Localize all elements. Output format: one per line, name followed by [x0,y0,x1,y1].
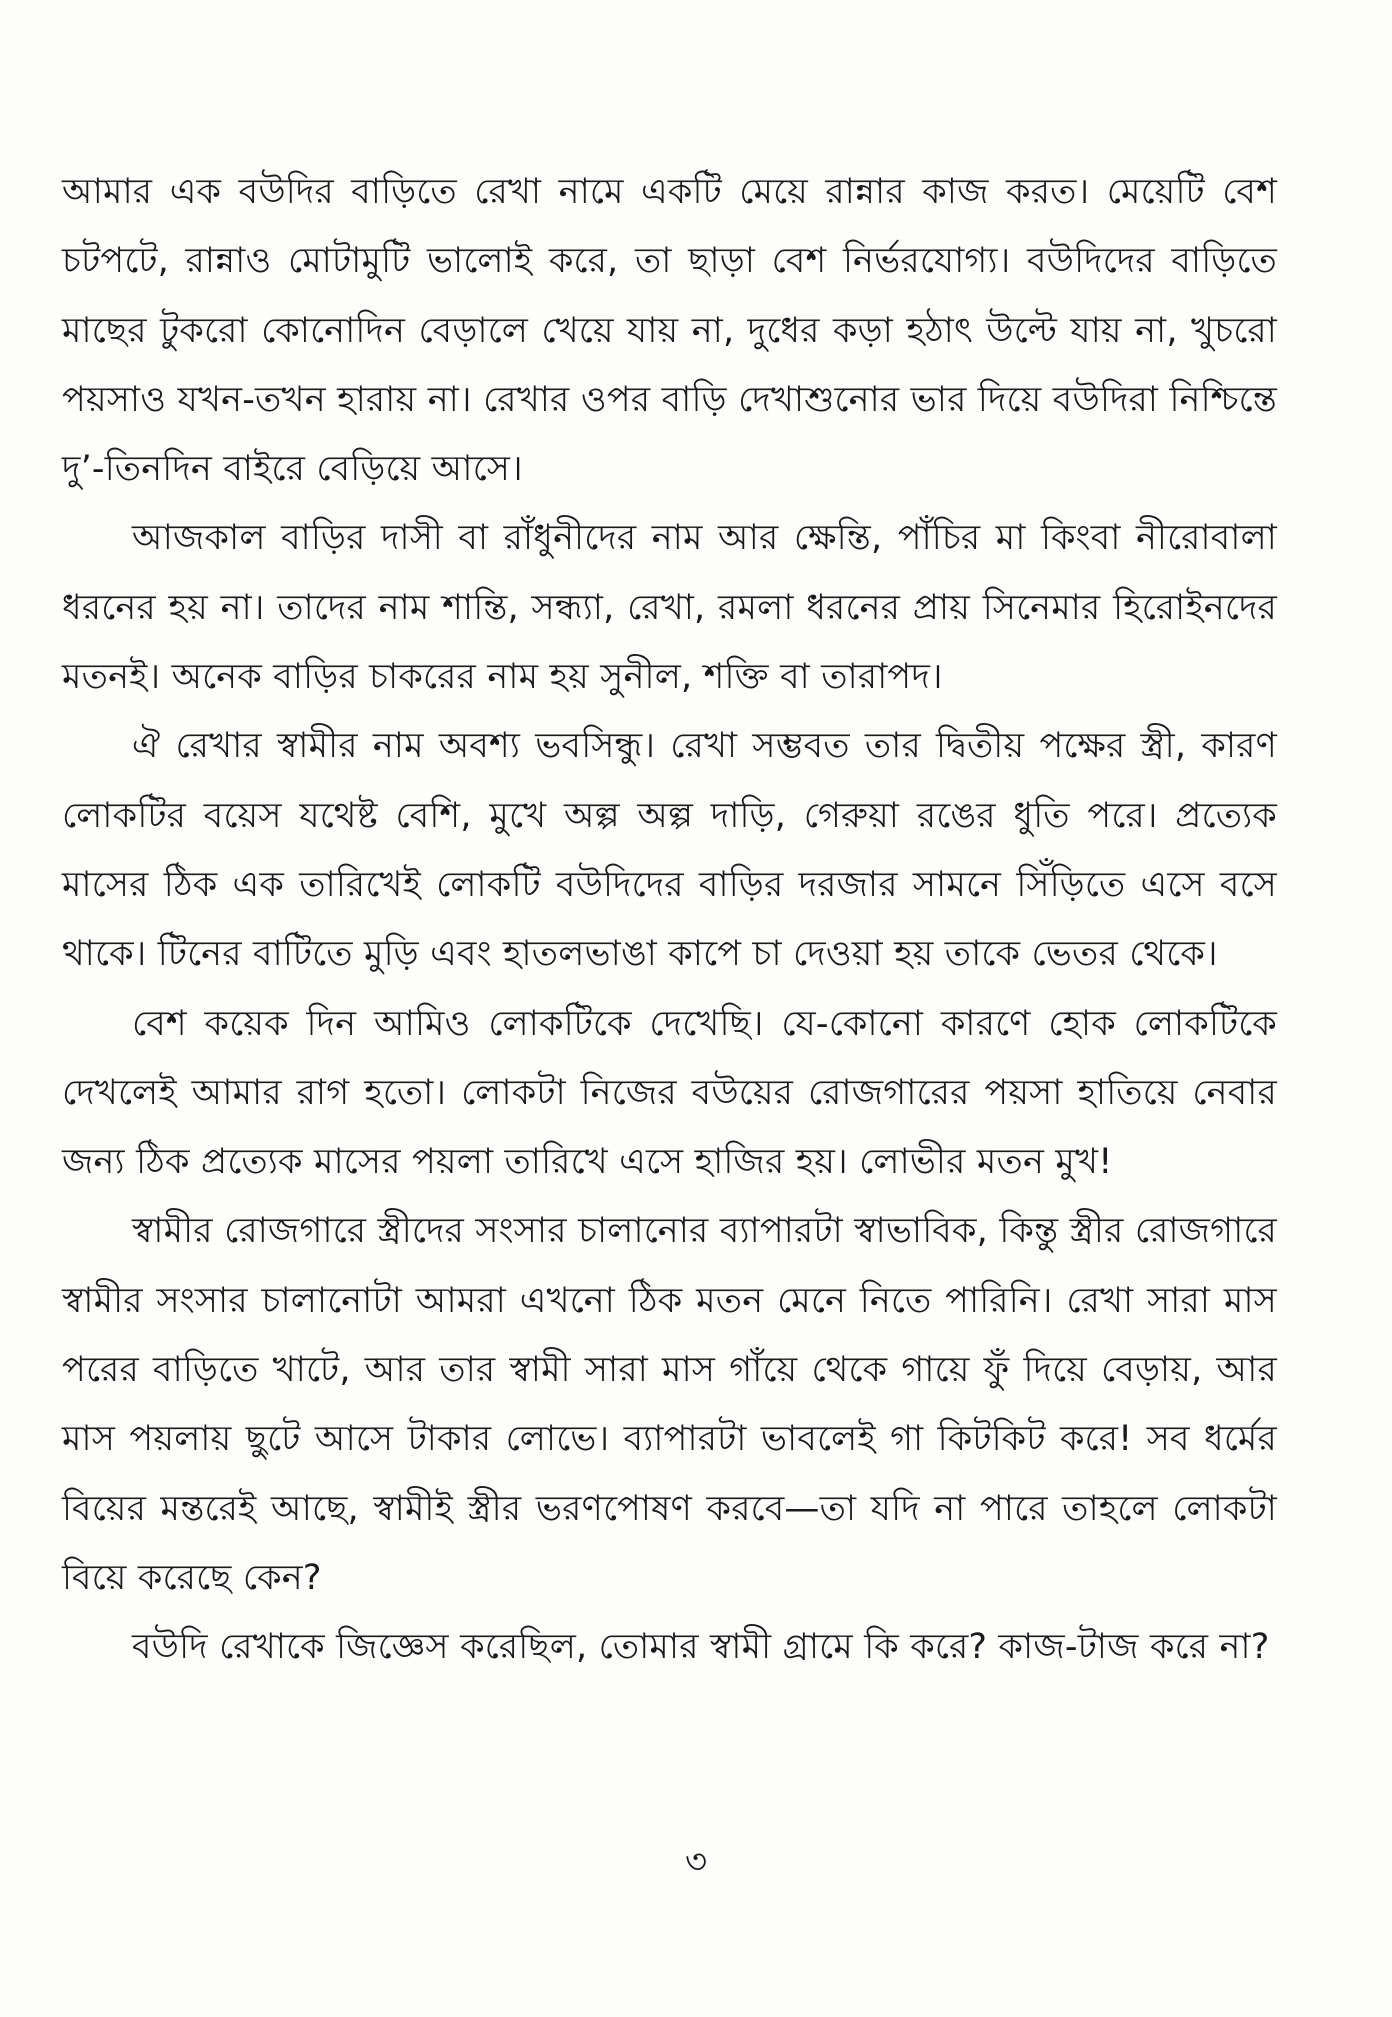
paragraph-2: আজকাল বাড়ির দাসী বা রাঁধুনীদের নাম আর ক্ষেন্তি, পাঁচির মা কিংবা নীরোবালা ধরনের হয় না। তাদের নাম শান্তি, সন্ধ্যা, রেখা, রমলা ধরনের প্রায় সিনেমার হিরোইনদের মতনই। অনেক বাড়ির চাকরের নাম হয় সুনীল, শক্তি বা তারাপদ। [62,518,1277,698]
paragraph-4: বেশ কয়েক দিন আমিও লোকটিকে দেখেছি। যে-কোনো কারণে হোক লোকটিকে দেখলেই আমার রাগ হতো। লোকটা নিজের বউয়ের রোজগারের পয়সা হাতিয়ে নেবার জন্য ঠিক প্রত্যেক মাসের পয়লা তারিখে এসে হাজির হয়। লোভীর মতন মুখ! [62,1003,1277,1183]
page-number: ৩ [684,1842,708,1882]
paragraph-6: বউদি রেখাকে জিজ্ঞেস করেছিল, তোমার স্বামী গ্রামে কি করে? কাজ-টাজ করে না? [132,1627,1270,1668]
paragraph-5: স্বামীর রোজগারে স্ত্রীদের সংসার চালানোর ব্যাপারটা স্বাভাবিক, কিন্তু স্ত্রীর রোজগারে স্বামীর সংসার চালানোটা আমরা এখনো ঠিক মতন মেনে নিতে পারিনি। রেখা সারা মাস পরের বাড়িতে খাটে, আর তার স্বামী সারা মাস গাঁয়ে থেকে গায়ে ফুঁ দিয়ে বেড়ায়, আর মাস পয়লায় ছুটে আসে টাকার লোভে। ব্যাপারটা ভাবলেই গা কিটকিট করে! সব ধর্মের বিয়ের মন্তরেই আছে, স্বামীই স্ত্রীর ভরণপোষণ করবে—তা যদি না পারে তাহলে লোকটা বিয়ে করেছে কেন? [62,1211,1277,1598]
paragraph-3: ঐ রেখার স্বামীর নাম অবশ্য ভবসিন্ধু। রেখা সম্ভবত তার দ্বিতীয় পক্ষের স্ত্রী, কারণ লোকটির বয়েস যথেষ্ট বেশি, মুখে অল্প অল্প দাড়ি, গেরুয়া রঙের ধুতি পরে। প্রত্যেক মাসের ঠিক এক তারিখেই লোকটি বউদিদের বাড়ির দরজার সামনে সিঁড়িতে এসে বসে থাকে। টিনের বাটিতে মুড়ি এবং হাতলভাঙা কাপে চা দেওয়া হয় তাকে ভেতর থেকে। [62,726,1277,975]
paragraph-1: আমার এক বউদির বাড়িতে রেখা নামে একটি মেয়ে রান্নার কাজ করত। মেয়েটি বেশ চটপটে, রান্নাও মোটামুটি ভালোই করে, তা ছাড়া বেশ নির্ভরযোগ্য। বউদিদের বাড়িতে মাছের টুকরো কোনোদিন বেড়ালে খেয়ে যায় না, দুধের কড়া হঠাৎ উল্টে যায় না, খুচরো পয়সাও যখন-তখন হারায় না। রেখার ওপর বাড়ি দেখাশুনোর ভার দিয়ে বউদিরা নিশ্চিন্তে দু’-তিনদিন বাইরে বেড়িয়ে আসে। [62,172,1277,490]
body-text [62,158,1277,1683]
